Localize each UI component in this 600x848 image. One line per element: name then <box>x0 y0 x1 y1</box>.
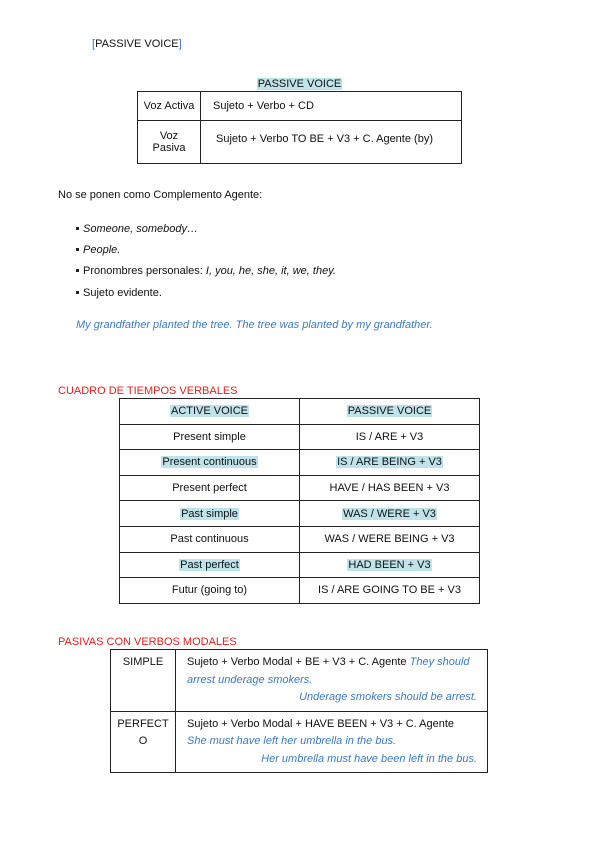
modal-label: SIMPLE <box>111 650 176 712</box>
structure-table <box>137 91 462 164</box>
modal-example-active: They should arrest underage smokers. <box>187 656 470 686</box>
table-header-row <box>120 399 480 425</box>
page-header <box>92 38 182 50</box>
agent-example: My grandfather planted the tree. The tree was planted by my grandfather. <box>76 319 433 331</box>
list-item: People. <box>76 244 120 256</box>
bullet-icon <box>76 269 79 272</box>
table-row <box>138 121 462 164</box>
table-row <box>111 711 488 773</box>
table-row <box>120 552 480 578</box>
passive-cell: HAD BEEN + V3 <box>300 552 480 578</box>
table-row <box>120 526 480 552</box>
modal-formula: Sujeto + Verbo Modal + HAVE BEEN + V3 + C. Agente <box>187 717 455 730</box>
row-label: Voz Pasiva <box>138 121 201 164</box>
active-cell: Past continuous <box>120 526 300 552</box>
structure-table-caption: PASSIVE VOICE <box>257 78 342 90</box>
modal-content <box>176 711 488 773</box>
table-row <box>138 92 462 121</box>
header-active: ACTIVE VOICE <box>120 399 300 425</box>
active-cell: Futur (going to) <box>120 578 300 604</box>
passive-cell: IS / ARE + V3 <box>300 424 480 450</box>
agent-intro: No se ponen como Complemento Agente: <box>58 189 263 201</box>
tenses-title: CUADRO DE TIEMPOS VERBALES <box>58 385 238 397</box>
active-cell: Past perfect <box>120 552 300 578</box>
passive-cell: WAS / WERE BEING + V3 <box>300 526 480 552</box>
tenses-table <box>119 398 480 604</box>
bullet-icon <box>76 227 79 230</box>
bracket-open: [ <box>92 38 96 50</box>
active-cell: Past simple <box>120 501 300 527</box>
page-title: PASSIVE VOICE <box>95 38 179 50</box>
row-label: Voz Activa <box>138 92 201 121</box>
passive-cell: WAS / WERE + V3 <box>300 501 480 527</box>
active-cell: Present continuous <box>120 450 300 476</box>
table-row <box>120 424 480 450</box>
list-item: Sujeto evidente. <box>76 287 162 299</box>
modal-content <box>176 650 488 712</box>
modal-example-passive: Her umbrella must have been left in the bus. <box>261 752 477 765</box>
modal-label: PERFECT O <box>111 711 176 773</box>
row-formula: Sujeto + Verbo + CD <box>201 92 462 121</box>
list-item: Someone, somebody… <box>76 223 198 235</box>
modal-example-passive: Underage smokers should be arrest. <box>299 691 477 703</box>
table-row <box>120 501 480 527</box>
row-formula: Sujeto + Verbo TO BE + V3 + C. Agente (by) <box>201 121 462 164</box>
modals-table <box>110 649 488 773</box>
modal-example-active: She must have left her umbrella in the bus. <box>187 735 397 747</box>
list-item: Pronombres personales: I, you, he, she, it, we, they. <box>76 265 336 277</box>
passive-cell: HAVE / HAS BEEN + V3 <box>300 475 480 501</box>
bracket-close: ] <box>178 38 182 50</box>
bullet-icon <box>76 248 79 251</box>
table-row <box>111 650 488 712</box>
table-row <box>120 450 480 476</box>
modal-formula: Sujeto + Verbo Modal + BE + V3 + C. Agente <box>187 656 407 668</box>
passive-cell: IS / ARE GOING TO BE + V3 <box>300 578 480 604</box>
table-row <box>120 578 480 604</box>
table-row <box>120 475 480 501</box>
passive-cell: IS / ARE BEING + V3 <box>300 450 480 476</box>
active-cell: Present perfect <box>120 475 300 501</box>
bullet-icon <box>76 291 79 294</box>
modals-title: PASIVAS CON VERBOS MODALES <box>58 636 237 648</box>
header-passive: PASSIVE VOICE <box>300 399 480 425</box>
active-cell: Present simple <box>120 424 300 450</box>
